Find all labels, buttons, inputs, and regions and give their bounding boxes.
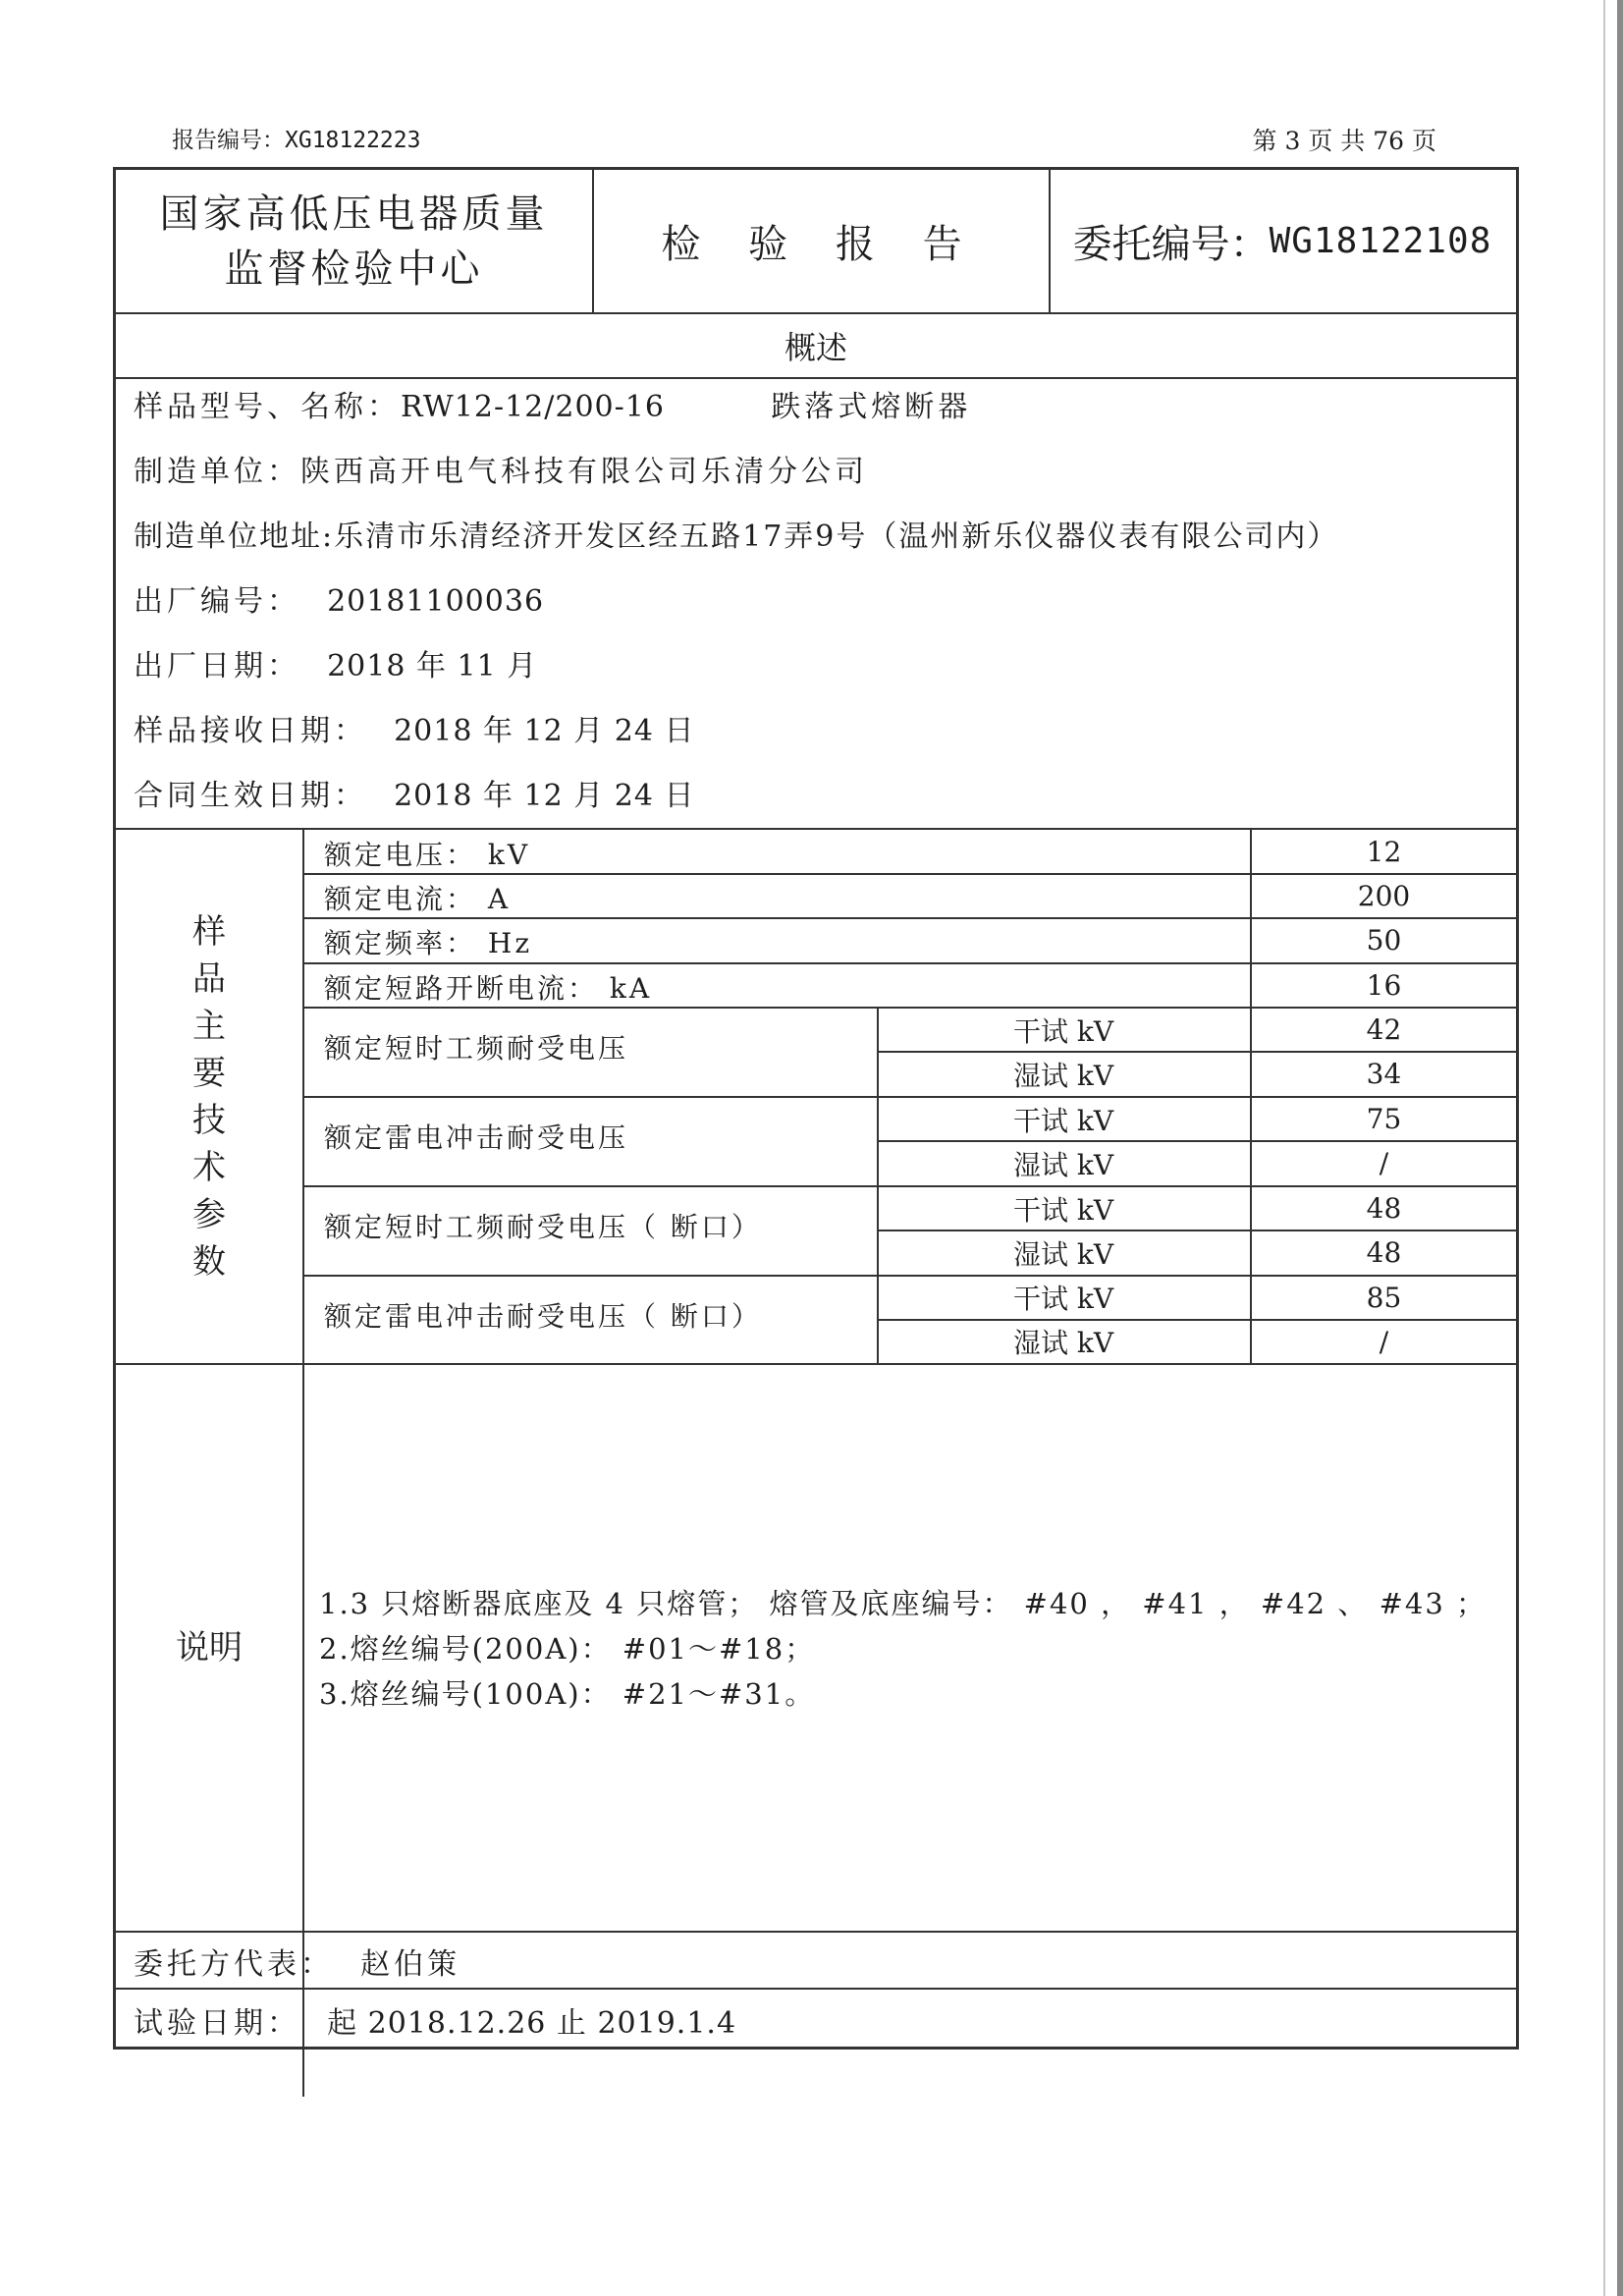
param-unit: kV xyxy=(487,839,531,871)
serial-label: 出厂编号： xyxy=(134,584,300,619)
param-row xyxy=(324,834,530,873)
group-value: 75 xyxy=(1366,1103,1402,1135)
divider xyxy=(116,1988,1516,1990)
group-cond: 湿试 kV xyxy=(1012,1148,1114,1181)
date-label: 出厂日期： xyxy=(134,649,300,683)
param-unit: A xyxy=(487,883,512,915)
received-label: 样品接收日期： xyxy=(134,714,367,748)
page-info: 第 3 页 共 76 页 xyxy=(1252,127,1436,155)
group-cond: 干试 kV xyxy=(1012,1014,1114,1048)
group-cond: 干试 kV xyxy=(1012,1104,1114,1137)
group-value: 48 xyxy=(1366,1236,1402,1269)
maker-value: 陕西高开电气科技有限公司乐清分公司 xyxy=(300,455,868,489)
param-unit: kA xyxy=(609,972,653,1005)
scan-edge xyxy=(1617,0,1623,2296)
org-line-2: 监督检验中心 xyxy=(224,246,484,292)
group-cond: 湿试 kV xyxy=(1012,1327,1114,1359)
group-cond: 湿试 kV xyxy=(1012,1059,1114,1092)
side-char: 品 xyxy=(192,958,226,999)
side-char: 数 xyxy=(192,1241,226,1282)
side-char: 术 xyxy=(192,1147,226,1187)
group-value: 85 xyxy=(1366,1281,1402,1314)
model-value: RW12-12/200-16 xyxy=(401,390,665,424)
address-row xyxy=(134,512,1338,555)
group-value: / xyxy=(1379,1325,1389,1358)
maker-row xyxy=(134,447,868,490)
side-char: 主 xyxy=(192,1006,226,1046)
params-side-label xyxy=(116,830,302,1363)
maker-label: 制造单位： xyxy=(134,455,300,489)
contract-label: 合同生效日期： xyxy=(134,779,367,813)
contract-row xyxy=(134,771,694,814)
org-line-1: 国家高低压电器质量 xyxy=(159,191,549,237)
note-line: 2.熔丝编号(200A)： #01～#18； xyxy=(319,1632,816,1666)
param-label: 额定电压： xyxy=(324,839,477,871)
side-char: 要 xyxy=(192,1053,226,1093)
received-value: 2018 年 12 月 24 日 xyxy=(394,714,695,748)
serial-row xyxy=(134,576,544,620)
param-value: 16 xyxy=(1366,969,1402,1002)
scan-edge-inner xyxy=(1603,0,1605,2296)
side-char: 样 xyxy=(192,911,226,952)
test-label: 试验日期： xyxy=(134,2006,300,2041)
note-line: 1.3 只熔断器底座及 4 只熔管； 熔管及底座编号： #40 ， #41 ， #42 、 #43 ； xyxy=(319,1587,1487,1620)
date-row xyxy=(134,641,537,684)
param-label: 额定短路开断电流： xyxy=(324,972,599,1005)
divider xyxy=(302,828,304,2097)
side-char: 技 xyxy=(192,1100,226,1140)
param-row xyxy=(324,878,511,917)
param-label: 额定电流： xyxy=(324,883,477,915)
received-row xyxy=(134,706,694,749)
org-name xyxy=(116,170,592,312)
section-title: 概述 xyxy=(784,329,847,366)
param-value: 12 xyxy=(1366,836,1402,868)
report-number: 报告编号：XG18122223 xyxy=(172,128,421,153)
group-value: 42 xyxy=(1366,1013,1402,1046)
model-name: 跌落式熔断器 xyxy=(771,390,972,424)
group-value: 48 xyxy=(1366,1192,1402,1225)
param-value: 200 xyxy=(1357,880,1411,912)
group-label: 额定短时工频耐受电压 xyxy=(324,1032,629,1065)
date-value: 2018 年 11 月 xyxy=(327,649,538,683)
param-row xyxy=(324,967,652,1007)
divider xyxy=(116,1931,1516,1933)
doc-title: 检 验 报 告 xyxy=(661,222,980,267)
rep-row xyxy=(134,1940,460,1983)
group-label: 额定雷电冲击耐受电压（ 断口） xyxy=(324,1300,762,1333)
commission-value: WG18122108 xyxy=(1269,221,1492,261)
test-value: 起 2018.12.26 止 2019.1.4 xyxy=(327,2006,737,2041)
note-line: 3.熔丝编号(100A)： #21～#31。 xyxy=(319,1677,816,1711)
divider xyxy=(116,1363,1516,1365)
param-value: 50 xyxy=(1366,924,1402,957)
test-date-row xyxy=(134,1998,736,2042)
group-value: / xyxy=(1379,1147,1389,1179)
contract-value: 2018 年 12 月 24 日 xyxy=(394,779,695,813)
serial-value: 20181100036 xyxy=(327,584,545,619)
notes-label: 说明 xyxy=(176,1628,243,1667)
group-cond: 湿试 kV xyxy=(1012,1237,1114,1271)
param-unit: Hz xyxy=(487,927,533,959)
commission-label: 委托编号： xyxy=(1072,222,1270,267)
group-label: 额定雷电冲击耐受电压 xyxy=(324,1121,629,1154)
side-char: 参 xyxy=(192,1194,226,1234)
model-row xyxy=(134,382,971,425)
group-value: 34 xyxy=(1366,1058,1402,1090)
group-cond: 干试 kV xyxy=(1012,1283,1114,1315)
address-value: 乐清市乐清经济开发区经五路17弄9号（温州新乐仪器仪表有限公司内） xyxy=(334,519,1339,554)
commission-number xyxy=(1049,170,1516,312)
report-form xyxy=(113,167,1519,2050)
address-label: 制造单位地址: xyxy=(134,519,335,554)
param-row xyxy=(324,922,532,961)
rep-value: 赵伯策 xyxy=(360,1947,461,1982)
model-label: 样品型号、名称： xyxy=(134,390,401,424)
param-label: 额定频率： xyxy=(324,927,477,959)
rep-label: 委托方代表： xyxy=(134,1947,334,1982)
group-cond: 干试 kV xyxy=(1012,1193,1114,1227)
group-label: 额定短时工频耐受电压（ 断口） xyxy=(324,1211,762,1243)
divider xyxy=(116,377,1516,379)
notes-body xyxy=(319,1581,1487,1717)
